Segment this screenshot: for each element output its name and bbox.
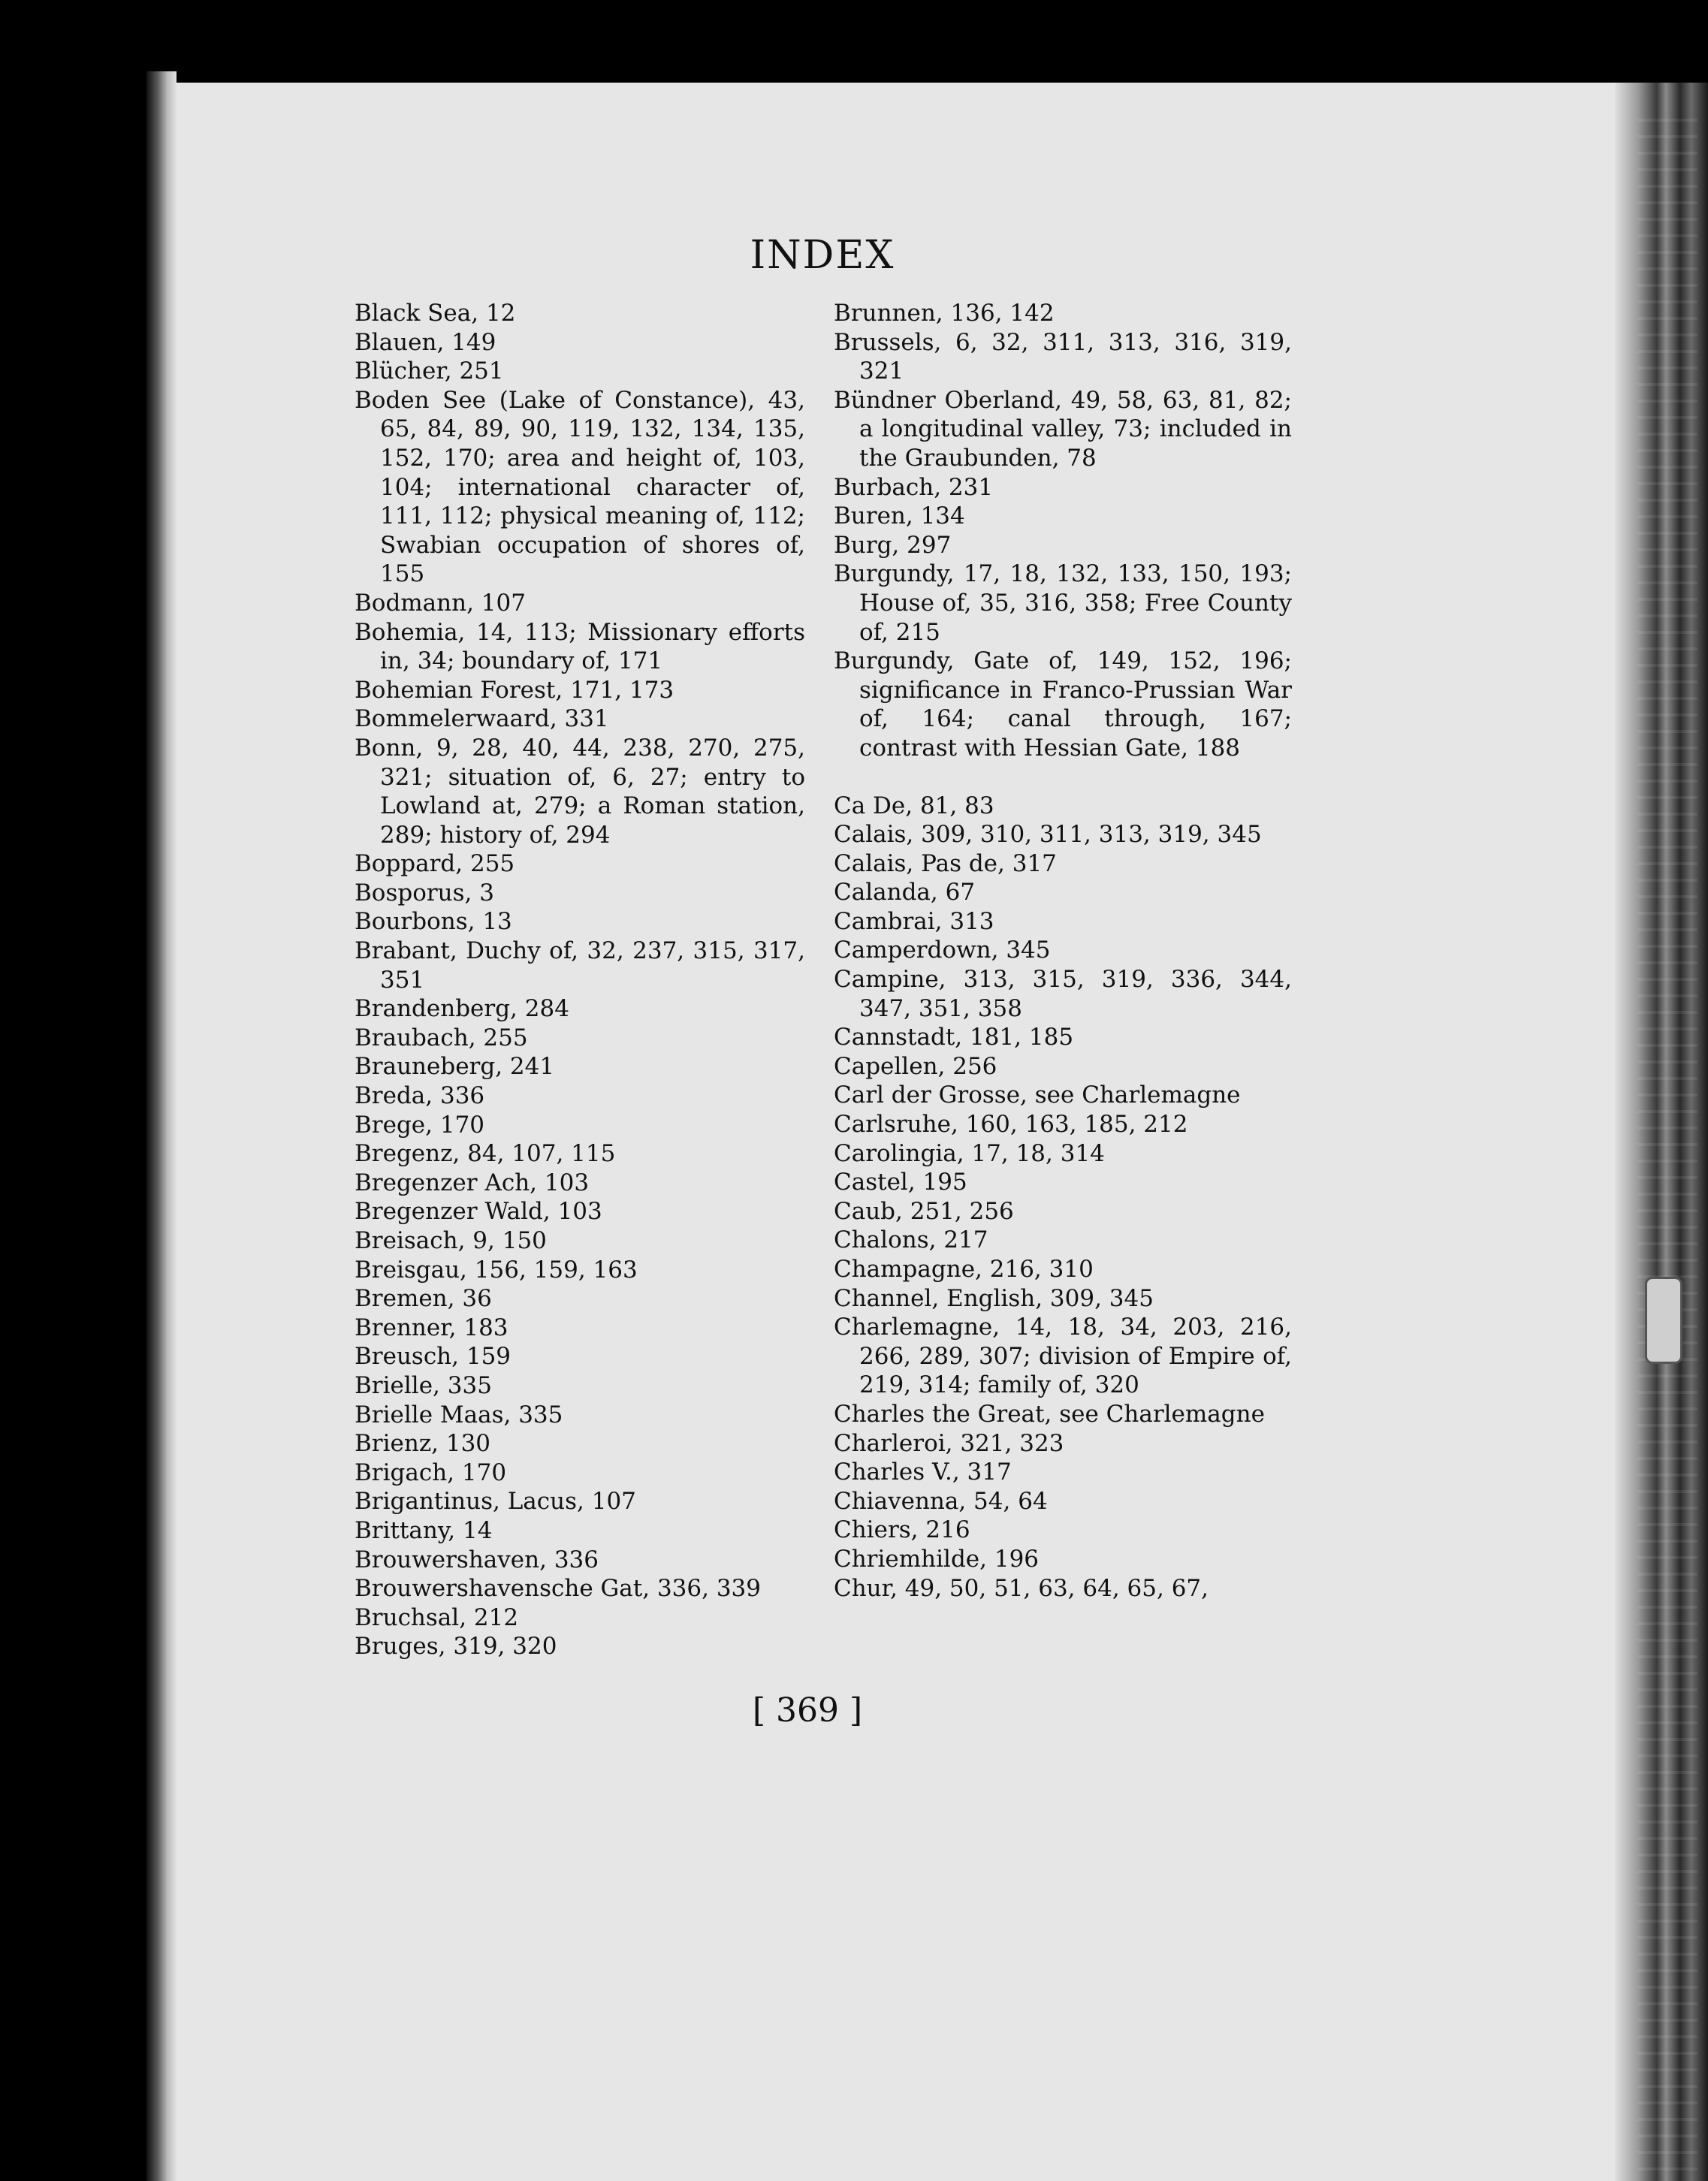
index-entry: Chalons, 217 bbox=[834, 1226, 988, 1254]
index-column-left bbox=[355, 299, 805, 1661]
index-entry: Breusch, 159 bbox=[355, 1343, 511, 1371]
index-entry: Brussels, 6, 32, 311, 313, 316, 319, 321 bbox=[834, 328, 1292, 385]
index-entry: Blauen, 149 bbox=[355, 328, 496, 356]
index-entry: Brouwershavensche Gat, 336, 339 bbox=[355, 1575, 762, 1603]
index-entry: Channel, English, 309, 345 bbox=[834, 1284, 1154, 1312]
index-entry: Brienz, 130 bbox=[355, 1430, 491, 1458]
index-entry: Castel, 195 bbox=[834, 1169, 967, 1196]
index-entry: Brauneberg, 241 bbox=[355, 1053, 555, 1081]
index-entry: Brandenberg, 284 bbox=[355, 995, 569, 1023]
index-entry: Carolingia, 17, 18, 314 bbox=[834, 1139, 1105, 1167]
index-entry: Campine, 313, 315, 319, 336, 344, 347, 351, 358 bbox=[834, 966, 1292, 1022]
index-entry: Bündner Oberland, 49, 58, 63, 81, 82; a longitudinal valley, 73; included in the Graubunden, 78 bbox=[834, 386, 1292, 472]
index-entry: Charles the Great, see Charlemagne bbox=[834, 1400, 1265, 1428]
index-entry: Capellen, 256 bbox=[834, 1052, 997, 1080]
index-entry: Champagne, 216, 310 bbox=[834, 1256, 1094, 1283]
index-entry: Carl der Grosse, see Charlemagne bbox=[834, 1081, 1241, 1109]
index-entry: Bohemian Forest, 171, 173 bbox=[355, 676, 674, 704]
letter-section-gap bbox=[834, 763, 1292, 792]
index-entry: Bommelerwaard, 331 bbox=[355, 705, 609, 733]
index-entry: Bregenz, 84, 107, 115 bbox=[355, 1140, 616, 1168]
index-entry: Bourbons, 13 bbox=[355, 908, 512, 936]
index-entry: Burg, 297 bbox=[834, 531, 952, 559]
index-entry: Burbach, 231 bbox=[834, 473, 994, 501]
index-entry: Calais, 309, 310, 311, 313, 319, 345 bbox=[834, 821, 1262, 849]
index-entry: Chiavenna, 54, 64 bbox=[834, 1487, 1048, 1515]
index-entry: Charles V., 317 bbox=[834, 1459, 1012, 1486]
index-entry: Charlemagne, 14, 18, 34, 203, 216, 266, 289, 307; division of Empire of, 219, 314; family of, 320 bbox=[834, 1314, 1292, 1399]
index-entry: Calanda, 67 bbox=[834, 879, 976, 906]
index-entry: Chiers, 216 bbox=[834, 1516, 970, 1544]
index-entry: Brigantinus, Lacus, 107 bbox=[355, 1488, 636, 1516]
index-entry: Bregenzer Wald, 103 bbox=[355, 1198, 602, 1226]
index-entry: Burgundy, 17, 18, 132, 133, 150, 193; House of, 35, 316, 358; Free County of, 215 bbox=[834, 560, 1292, 646]
index-entry: Carlsruhe, 160, 163, 185, 212 bbox=[834, 1111, 1188, 1139]
index-entry: Breda, 336 bbox=[355, 1082, 485, 1110]
index-entry: Camperdown, 345 bbox=[834, 937, 1051, 964]
index-entry: Breisach, 9, 150 bbox=[355, 1227, 547, 1254]
index-entry: Brittany, 14 bbox=[355, 1516, 493, 1544]
index-entry: Brunnen, 136, 142 bbox=[834, 300, 1055, 327]
index-entry: Boppard, 255 bbox=[355, 850, 515, 878]
index-entry: Bregenzer Ach, 103 bbox=[355, 1169, 590, 1196]
index-entry: Brouwershaven, 336 bbox=[355, 1546, 599, 1573]
page-title: INDEX bbox=[750, 233, 895, 278]
index-entry: Bodmann, 107 bbox=[355, 589, 526, 617]
index-entry: Chriemhilde, 196 bbox=[834, 1545, 1040, 1573]
index-entry: Brenner, 183 bbox=[355, 1314, 508, 1341]
index-entry: Bohemia, 14, 113; Missionary efforts in, 34; boundary of, 171 bbox=[355, 618, 805, 675]
index-entry: Brabant, Duchy of, 32, 237, 315, 317, 351 bbox=[355, 937, 805, 994]
index-entry: Brege, 170 bbox=[355, 1111, 485, 1139]
index-entry: Brielle Maas, 335 bbox=[355, 1401, 563, 1428]
book-gutter bbox=[146, 71, 177, 2181]
book-clasp bbox=[1645, 1277, 1682, 1364]
index-entry: Caub, 251, 256 bbox=[834, 1197, 1014, 1225]
index-entry: Braubach, 255 bbox=[355, 1024, 528, 1051]
index-entry: Bruchsal, 212 bbox=[355, 1603, 519, 1631]
index-entry: Chur, 49, 50, 51, 63, 64, 65, 67, bbox=[834, 1574, 1209, 1602]
index-entry: Burgundy, Gate of, 149, 152, 196; significance in Franco-Prussian War of, 164; canal through, 167; contrast with Hessian Gate, 188 bbox=[834, 647, 1292, 762]
index-entry: Buren, 134 bbox=[834, 502, 965, 530]
index-entry: Blücher, 251 bbox=[355, 357, 504, 385]
index-entry: Black Sea, 12 bbox=[355, 300, 516, 327]
index-entry: Breisgau, 156, 159, 163 bbox=[355, 1256, 638, 1284]
index-entry: Bremen, 36 bbox=[355, 1285, 492, 1313]
index-entry: Cambrai, 313 bbox=[834, 907, 994, 935]
index-entry: Calais, Pas de, 317 bbox=[834, 849, 1057, 877]
index-entry: Boden See (Lake of Constance), 43, 65, 84, 89, 90, 119, 132, 134, 135, 152, 170; area and height of, 103, 104; international character of, 111, 112; physical meaning of, 112; Swabian occupation of shores of, 155 bbox=[355, 386, 805, 588]
index-column-right bbox=[834, 299, 1292, 1603]
index-entry: Bosporus, 3 bbox=[355, 879, 494, 906]
index-entry: Cannstadt, 181, 185 bbox=[834, 1024, 1074, 1051]
index-entry: Bonn, 9, 28, 40, 44, 238, 270, 275, 321; situation of, 6, 27; entry to Lowland at, 279; a Roman station, 289; history of, 294 bbox=[355, 734, 805, 849]
page-edges bbox=[1637, 105, 1697, 2178]
index-entry: Brielle, 335 bbox=[355, 1371, 492, 1399]
page-number: [ 369 ] bbox=[752, 1691, 863, 1730]
index-entry: Charleroi, 321, 323 bbox=[834, 1429, 1064, 1457]
index-entry: Brigach, 170 bbox=[355, 1459, 507, 1486]
index-entry: Ca De, 81, 83 bbox=[834, 792, 994, 819]
index-entry: Bruges, 319, 320 bbox=[355, 1633, 557, 1661]
